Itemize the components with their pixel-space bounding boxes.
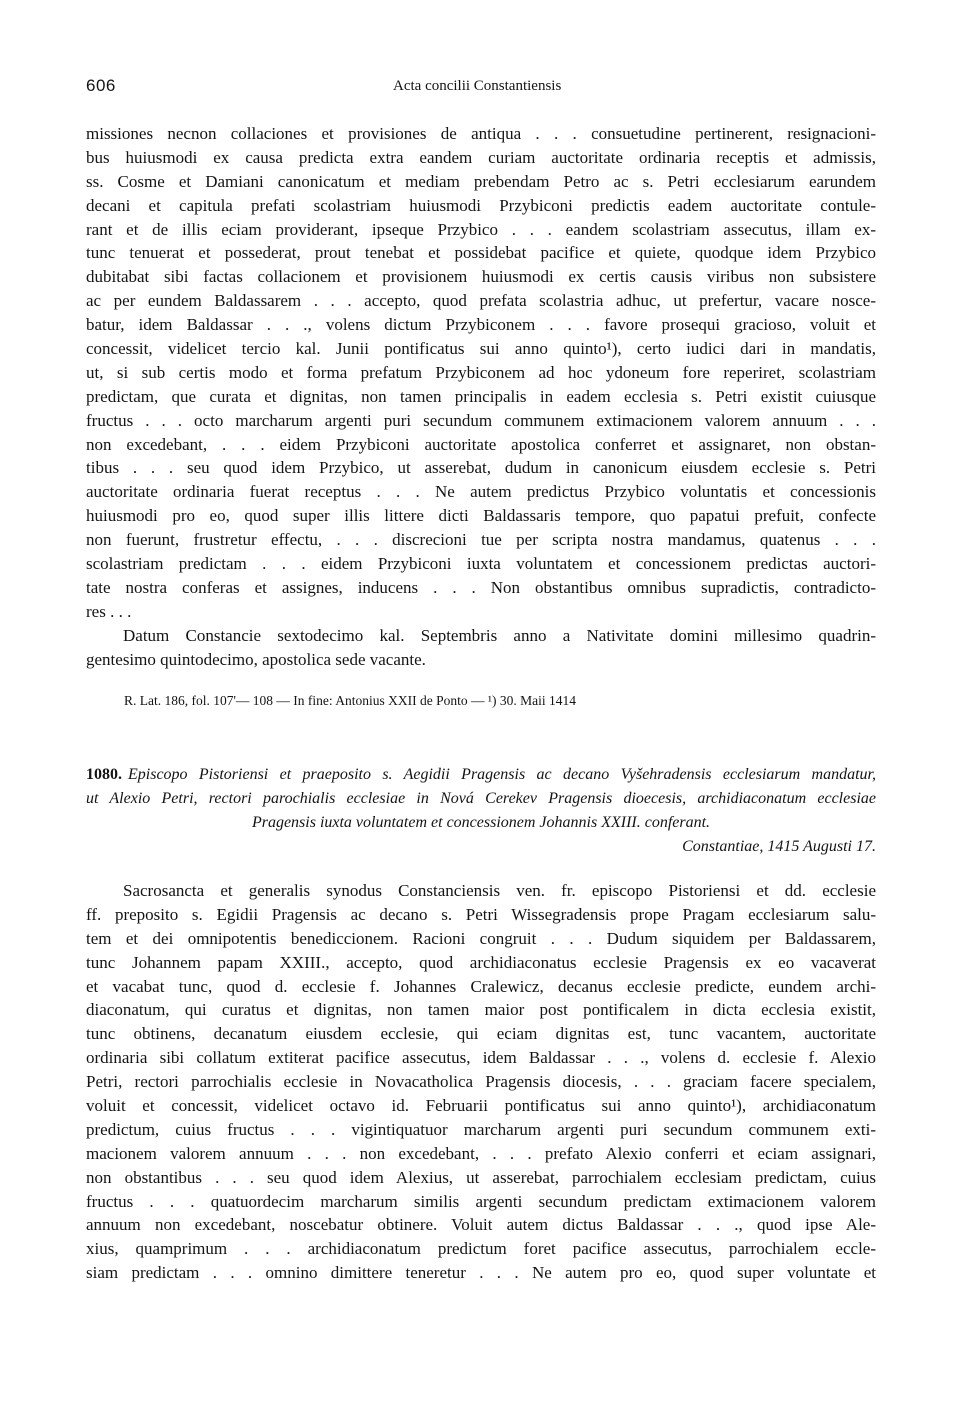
place-date: Constantiae, 1415 Augusti 17. xyxy=(682,837,876,855)
text-line: xius, quamprimum . . . archidiaconatum predictum foret pacifice assecutus, parrochialem eccle- xyxy=(86,1239,876,1259)
continuation-text xyxy=(86,122,876,671)
text-line: non fuerunt, frustretur effectu, . . . discrecioni tue per scripta nostra mandamus, quatenus . . . xyxy=(86,530,876,550)
heading-text: Episcopo Pistoriensi et praeposito s. Aegidii Pragensis ac decano Vyšehradensis ecclesiarum mandatur, xyxy=(128,766,876,783)
text-line: voluit et concessit, videlicet octavo id. Februarii pontificatus sui anno quinto¹), archidiaconatum xyxy=(86,1096,876,1116)
dating-line: gentesimo quintodecimo, apostolica sede vacante. xyxy=(86,649,426,669)
text-line: fructus . . . octo marcharum argenti puri secundum communem extimacionem valorem annuum . . . xyxy=(86,410,876,430)
text-line: siam predictam . . . omnino dimittere teneretur . . . Ne autem pro eo, quod super voluntate et xyxy=(86,1263,876,1283)
text-line: tem et dei omnipotentis benediccionem. Racioni congruit . . . Dudum siquidem per Baldassarem, xyxy=(86,928,876,948)
text-line: Petri, rectori parrochialis ecclesie in Novacatholica Pragensis diocesis, . . . graciam facere specialem, xyxy=(86,1072,876,1092)
heading-line: Pragensis iuxta voluntatem et concessionem Johannis XXIII. conferant. xyxy=(251,813,711,831)
source-note: R. Lat. 186, fol. 107'— 108 — In fine: Antonius XXII de Ponto — ¹) 30. Maii 1414 xyxy=(124,693,576,708)
text-line: concessit, videlicet tercio kal. Junii pontificatus sui anno quinto¹), certo iudici dari in mandatis, xyxy=(86,339,876,359)
text-line: bus huiusmodi ex causa predicta extra eandem curiam auctoritate ordinaria receptis et admissis, xyxy=(86,147,876,167)
heading-line xyxy=(86,763,876,787)
text-line: res . . . xyxy=(86,601,132,621)
text-line: et vacabat tunc, quod d. ecclesie f. Johannes Cralewicz, decanus ecclesie predicte, eundem archi- xyxy=(86,976,876,996)
text-line: batur, idem Baldassar . . ., volens dictum Przybiconem . . . favore prosequi gracioso, voluit et xyxy=(86,315,876,335)
text-line: dubitabat sibi factas collacionem et provisionem huiusmodi ex certis causis viribus non subsistere xyxy=(86,267,876,287)
text-line: auctoritate ordinaria fuerat receptus . . . Ne autem predictus Przybico voluntatis et concessionis xyxy=(86,482,876,502)
text-line: ac per eundem Baldassarem . . . accepto, quod prefata scolastria adhuc, ut prefertur, vacare nosce- xyxy=(86,291,876,311)
document-number: 1080. xyxy=(86,766,122,783)
text-line: ordinaria sibi collatum extiterat pacifice assecutus, idem Baldassar . . ., volens d. ecclesie f. Alexio xyxy=(86,1048,876,1068)
text-line: tunc tenuerat et possederat, prout tenebat et possidebat pacifice et quiete, quodque idem Przybico xyxy=(86,243,876,263)
text-line: predictam, que curata et dignitas, non tamen principalis in eadem ecclesia s. Petri existit cuiusque xyxy=(86,386,876,406)
text-line: fructus . . . quatuordecim marcharum similis argenti secundum predictam extimacionem valorem xyxy=(86,1191,876,1211)
text-line: tunc Johannem papam XXIII., accepto, quod archidiaconatus ecclesie Pragensis ex eo vacaverat xyxy=(86,952,876,972)
text-line: non excedebant, . . . eidem Przybiconi auctoritate apostolica conferret et assignaret, non obstan- xyxy=(86,434,876,454)
text-line: predictum, cuius fructus . . . vigintiquatuor marcharum argenti puri secundum communem exti- xyxy=(86,1119,876,1139)
text-line: huiusmodi pro eo, quod super illis littere dicti Baldassaris tempore, quo papatui prefuit, confecte xyxy=(86,506,876,526)
text-line: ut, si sub certis modo et forma prefatum Przybiconem ad hoc ydoneum fore reperiret, scolastriam xyxy=(86,362,876,382)
text-line: tunc obtinens, decanatum eiusdem ecclesie, qui eciam dignitas est, tunc vacantem, auctoritate xyxy=(86,1024,876,1044)
text-line: scolastriam predictam . . . eidem Przybiconi iuxta voluntatem et concessionem predictas auctori- xyxy=(86,554,876,574)
dating-line: Datum Constancie sextodecimo kal. Septembris anno a Nativitate domini millesimo quadrin- xyxy=(123,625,876,645)
text-line: tate nostra conferas et assignes, inducens . . . Non obstantibus omnibus supradictis, contradicto- xyxy=(86,577,876,597)
running-title: Acta concilii Constantiensis xyxy=(393,78,562,94)
text-line: missiones necnon collaciones et provisiones de antiqua . . . consuetudine pertinerent, resignacioni- xyxy=(86,124,876,143)
document-body xyxy=(86,879,876,1285)
text-line: annuum non excedebant, noscebatur obtinere. Voluit autem dictus Baldassar . . ., quod ipse Ale- xyxy=(86,1215,876,1235)
text-line: decani et capitula prefati scolastriam huiusmodi Przybiconi predictis eadem auctoritate contule- xyxy=(86,195,876,215)
text-line: non obstantibus . . . seu quod idem Alexius, ut asserebat, parrochialem ecclesiam predictam, cuius xyxy=(86,1167,876,1187)
heading-line: ut Alexio Petri, rectori parochialis ecclesiae in Nová Cerekev Pragensis dioecesis, archidiaconatum ecclesiae xyxy=(86,789,876,807)
text-line: ff. preposito s. Egidii Pragensis ac decano s. Petri Wissegradensis prope Pragam ecclesiarum salu- xyxy=(86,904,876,924)
page-number: 606 xyxy=(86,76,116,95)
text-line: Sacrosancta et generalis synodus Constanciensis ven. fr. episcopo Pistoriensi et dd. ecclesie xyxy=(123,881,876,900)
text-line: macionem valorem annuum . . . non excedebant, . . . prefato Alexio conferri et eciam assignari, xyxy=(86,1143,876,1163)
text-line: diaconatum, qui curatus et dignitas, non tamen maior post pontificalem in dicta ecclesia existit, xyxy=(86,1000,876,1020)
text-line: tibus . . . seu quod idem Przybico, ut asserebat, dudum in canonicum eiusdem ecclesie s. Petri xyxy=(86,458,876,478)
document-heading xyxy=(86,763,876,859)
text-line: rant et de illis eciam providerant, ipseque Przybico . . . eandem scolastriam assecutus, illam ex- xyxy=(86,219,876,239)
text-line: ss. Cosme et Damiani canonicatum et mediam prebendam Petro ac s. Petri ecclesiarum earundem xyxy=(86,171,876,191)
